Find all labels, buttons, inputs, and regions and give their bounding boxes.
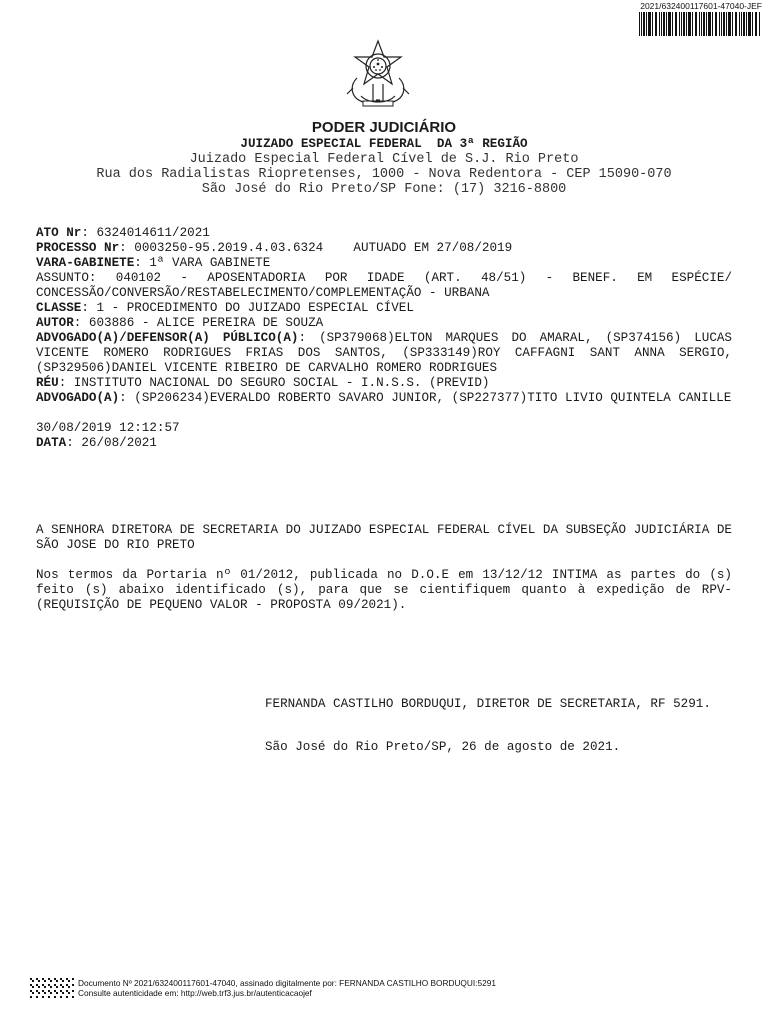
reu-label: RÉU — [36, 376, 59, 390]
autor-value: : 603886 - ALICE PEREIRA DE SOUZA — [73, 316, 324, 330]
coat-of-arms-icon — [343, 38, 413, 110]
autor-field — [36, 316, 732, 331]
page-title: PODER JUDICIÁRIO — [311, 119, 457, 136]
classe-label: CLASSE — [36, 301, 82, 315]
data-value: : 26/08/2021 — [66, 436, 157, 450]
vara-field — [36, 256, 732, 271]
processo-value: : 0003250-95.2019.4.03.6324 AUTUADO EM 27/08/2019 — [119, 241, 513, 255]
advogado-value: : (SP206234)EVERALDO ROBERTO SAVARO JUNIOR, (SP227377)TITO LIVIO QUINTELA CANILLE — [119, 391, 732, 405]
timestamp: 30/08/2019 12:12:57 — [36, 421, 180, 435]
advogado-field — [36, 391, 732, 406]
qr-code-icon — [30, 978, 74, 998]
autor-label: AUTOR — [36, 316, 74, 330]
court-city-phone: São José do Rio Preto/SP Fone: (17) 3216-8800 — [201, 182, 567, 197]
advogado-defensor-label: ADVOGADO(A)/DEFENSOR(A) PÚBLICO(A) — [36, 331, 299, 345]
vara-label: VARA-GABINETE — [36, 256, 135, 270]
footer-verify-line: Consulte autenticidade em: http://web.trf3.jus.br/autenticacaojef — [78, 988, 312, 998]
place-date: São José do Rio Preto/SP, 26 de agosto de 2021. — [265, 740, 621, 754]
data-field — [36, 436, 732, 451]
vara-value: : 1ª VARA GABINETE — [134, 256, 271, 270]
advogado-label: ADVOGADO(A) — [36, 391, 120, 405]
footer-signature-line: Documento Nº 2021/632400117601-47040, assinado digitalmente por: FERNANDA CASTILHO BORDUQUI:5291 — [78, 978, 496, 988]
advogado-defensor-value: : (SP379068)ELTON MARQUES DO AMARAL, (SP374156) LUCAS VICENTE ROMERO RODRIGUES FRIAS DOS SANTOS, (SP333149)ROY CAFFAGNI SANT ANNA SERGIO, (SP329506)DANIEL VICENTE RIBEIRO DE CARVALHO ROMERO RODRIGUES — [36, 331, 732, 375]
court-name: JUIZADO ESPECIAL FEDERAL DA 3ª REGIÃO — [240, 137, 528, 151]
court-branch: Juizado Especial Federal Cível de S.J. Rio Preto — [189, 152, 579, 167]
processo-label: PROCESSO Nr — [36, 241, 120, 255]
classe-field — [36, 301, 732, 316]
footer-authentication — [78, 978, 496, 998]
advogado-defensor-field — [36, 331, 732, 376]
signature-line: FERNANDA CASTILHO BORDUQUI, DIRETOR DE SECRETARIA, RF 5291. — [265, 697, 711, 711]
processo-field — [36, 241, 732, 256]
document-id: 2021/632400117601-47040-JEF — [640, 1, 762, 11]
reu-value: : INSTITUTO NACIONAL DO SEGURO SOCIAL - I.N.S.S. (PREVID) — [58, 376, 490, 390]
court-address: Rua dos Radialistas Riopretenses, 1000 - Nova Redentora - CEP 15090-070 — [96, 167, 672, 182]
ato-field — [36, 226, 732, 241]
reu-field — [36, 376, 732, 391]
data-label: DATA — [36, 436, 67, 450]
ato-value: : 6324014611/2021 — [81, 226, 210, 240]
intimation-paragraph: Nos termos da Portaria nº 01/2012, publicada no D.O.E em 13/12/12 INTIMA as partes do (s) feito (s) abaixo identificado (s), para que se cientifiquem quanto à expedição de RPV- (REQUISIÇÃO DE PEQUENO VALOR - PROPOSTA 09/2021). — [36, 568, 732, 612]
ato-label: ATO Nr — [36, 226, 82, 240]
addressee-paragraph: A SENHORA DIRETORA DE SECRETARIA DO JUIZADO ESPECIAL FEDERAL CÍVEL DA SUBSEÇÃO JUDICIÁRIA DE SÃO JOSE DO RIO PRETO — [36, 523, 732, 552]
barcode-icon — [638, 12, 762, 36]
assunto-field: ASSUNTO: 040102 - APOSENTADORIA POR IDADE (ART. 48/51) - BENEF. EM ESPÉCIE/ CONCESSÃO/CONVERSÃO/RESTABELECIMENTO/COMPLEMENTAÇÃO - URBANA — [36, 271, 732, 300]
classe-value: : 1 - PROCEDIMENTO DO JUIZADO ESPECIAL CÍVEL — [81, 301, 414, 315]
